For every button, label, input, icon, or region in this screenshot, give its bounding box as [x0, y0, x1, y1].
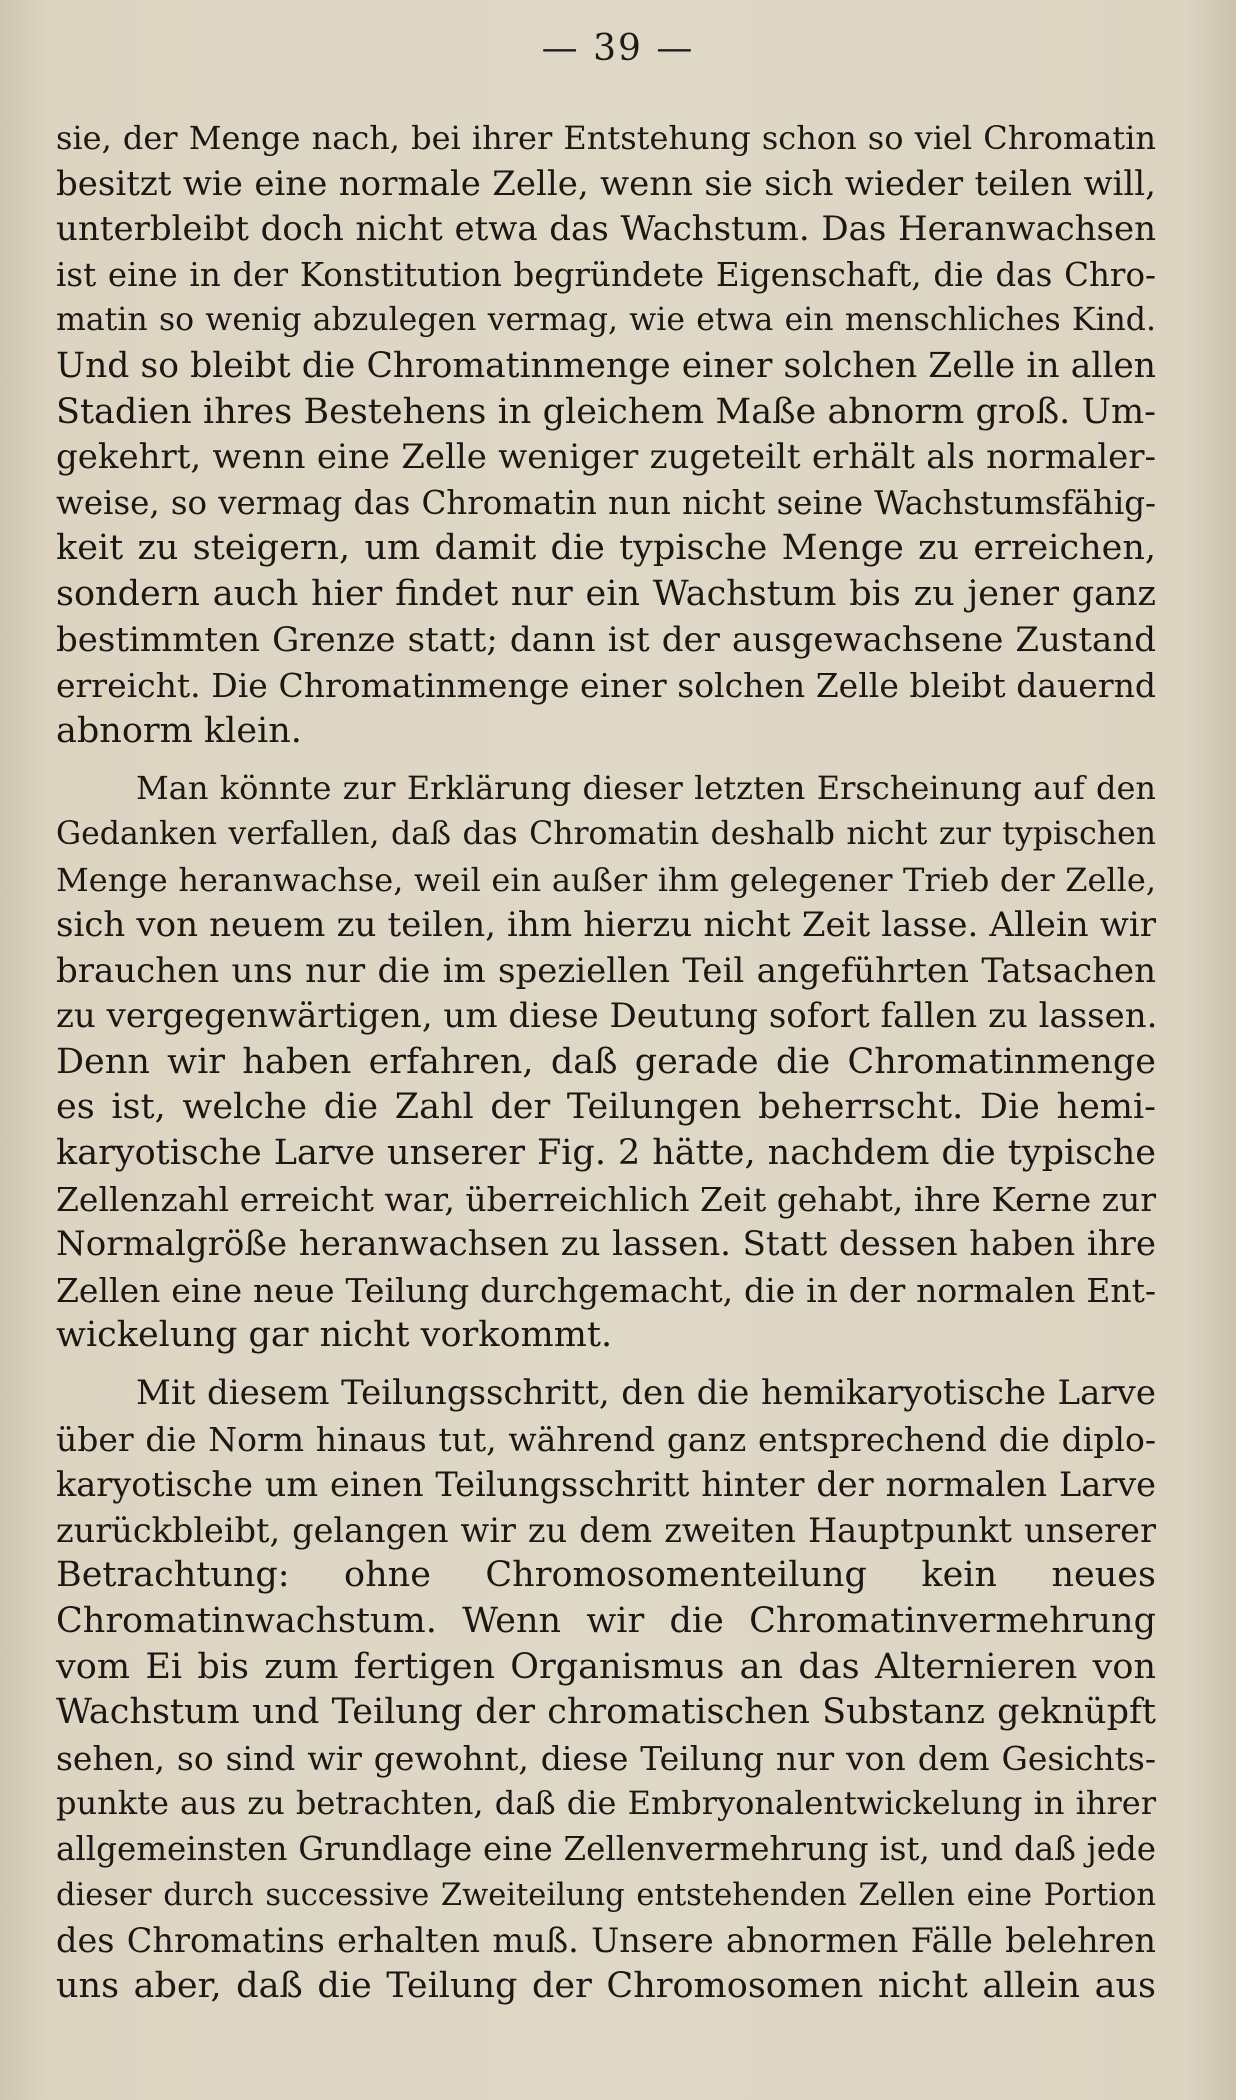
text-line: Und so bleibt die Chromatinmenge einer solchen Zelle in allen: [56, 345, 1156, 386]
text-line: Menge heranwachse, weil ein außer ihm gelegener Trieb der Zelle,: [56, 860, 1156, 899]
page-number: — 39 —: [541, 28, 695, 69]
paragraph-3: [56, 1371, 1156, 2009]
text-line: punkte aus zu betrachten, daß die Embryonalentwickelung in ihrer: [56, 1784, 1156, 1823]
text-line: Zellen eine neue Teilung durchgemacht, die in der normalen Ent-: [56, 1270, 1156, 1310]
text-line: weise, so vermag das Chromatin nun nicht seine Wachstumsfähig-: [56, 483, 1156, 522]
text-line: gekehrt, wenn eine Zelle weniger zugeteilt erhält als normaler-: [56, 437, 1156, 478]
text-line: allgemeinsten Grundlage eine Zellenvermehrung ist, und daß jede: [56, 1829, 1156, 1868]
text-line: besitzt wie eine normale Zelle, wenn sie sich wieder teilen will,: [56, 163, 1156, 204]
text-line: Denn wir haben erfahren, daß gerade die Chromatinmenge: [56, 1041, 1156, 1082]
text-line: ist eine in der Konstitution begründete Eigenschaft, die das Chro-: [56, 255, 1156, 294]
text-line: abnorm klein.: [56, 710, 302, 751]
text-line: zurückbleibt, gelangen wir zu dem zweiten Hauptpunkt unserer: [56, 1510, 1156, 1550]
text-line: Mit diesem Teilungsschritt, den die hemikaryotische Larve: [136, 1373, 1156, 1414]
body-text: [56, 116, 1156, 2009]
text-line: sondern auch hier findet nur ein Wachstum bis zu jener ganz: [56, 573, 1156, 614]
text-line: sich von neuem zu teilen, ihm hierzu nicht Zeit lasse. Allein wir: [56, 905, 1156, 946]
text-line: dieser durch successive Zweiteilung entstehenden Zellen eine Portion: [56, 1877, 1156, 1913]
text-line: des Chromatins erhalten muß. Unsere abnormen Fälle belehren: [56, 1921, 1156, 1961]
text-line: karyotische Larve unserer Fig. 2 hätte, nachdem die typische: [56, 1133, 1156, 1174]
text-line: Normalgröße heranwachsen zu lassen. Statt dessen haben ihre: [56, 1224, 1156, 1265]
text-line: bestimmten Grenze statt; dann ist der ausgewachsene Zustand: [56, 619, 1156, 660]
text-line: es ist, welche die Zahl der Teilungen beherrscht. Die hemi-: [56, 1087, 1156, 1128]
text-line: über die Norm hinaus tut, während ganz entsprechend die diplo-: [56, 1419, 1156, 1459]
text-line: Betrachtung: ohne Chromosomenteilung kein neues: [56, 1555, 1156, 1596]
text-line: vom Ei bis zum fertigen Organismus an das Alternieren von: [56, 1646, 1156, 1687]
text-line: Gedanken verfallen, daß das Chromatin deshalb nicht zur typischen: [56, 815, 1156, 852]
text-line: brauchen uns nur die im speziellen Teil angeführten Tatsachen: [56, 950, 1156, 991]
text-line: unterbleibt doch nicht etwa das Wachstum. Das Heranwachsen: [56, 209, 1156, 250]
text-line: Stadien ihres Bestehens in gleichem Maße abnorm groß. Um-: [56, 391, 1156, 432]
text-line: erreicht. Die Chromatinmenge einer solchen Zelle bleibt dauernd: [56, 666, 1156, 706]
text-line: wickelung gar nicht vorkommt.: [56, 1315, 613, 1356]
paragraph-2: [56, 766, 1156, 1359]
text-line: Wachstum und Teilung der chromatischen Substanz geknüpft: [56, 1692, 1156, 1733]
text-line: zu vergegenwärtigen, um diese Deutung sofort fallen zu lassen.: [56, 996, 1158, 1037]
text-line: Chromatinwachstum. Wenn wir die Chromatinvermehrung: [56, 1601, 1156, 1641]
paragraph-1: [56, 116, 1156, 754]
text-line: sie, der Menge nach, bei ihrer Entstehung schon so viel Chromatin: [56, 119, 1156, 157]
text-line: karyotische um einen Teilungsschritt hinter der normalen Larve: [56, 1465, 1156, 1505]
text-line: uns aber, daß die Teilung der Chromosomen nicht allein aus: [56, 1965, 1156, 2006]
text-line: Man könnte zur Erklärung dieser letzten Erscheinung auf den: [136, 769, 1156, 808]
text-line: Zellenzahl erreicht war, überreichlich Zeit gehabt, ihre Kerne zur: [56, 1179, 1157, 1219]
text-line: sehen, so sind wir gewohnt, diese Teilung nur von dem Gesichts-: [56, 1738, 1156, 1778]
text-line: keit zu steigern, um damit die typische Menge zu erreichen,: [56, 528, 1156, 569]
text-line: matin so wenig abzulegen vermag, wie etwa ein menschliches Kind.: [56, 302, 1156, 339]
